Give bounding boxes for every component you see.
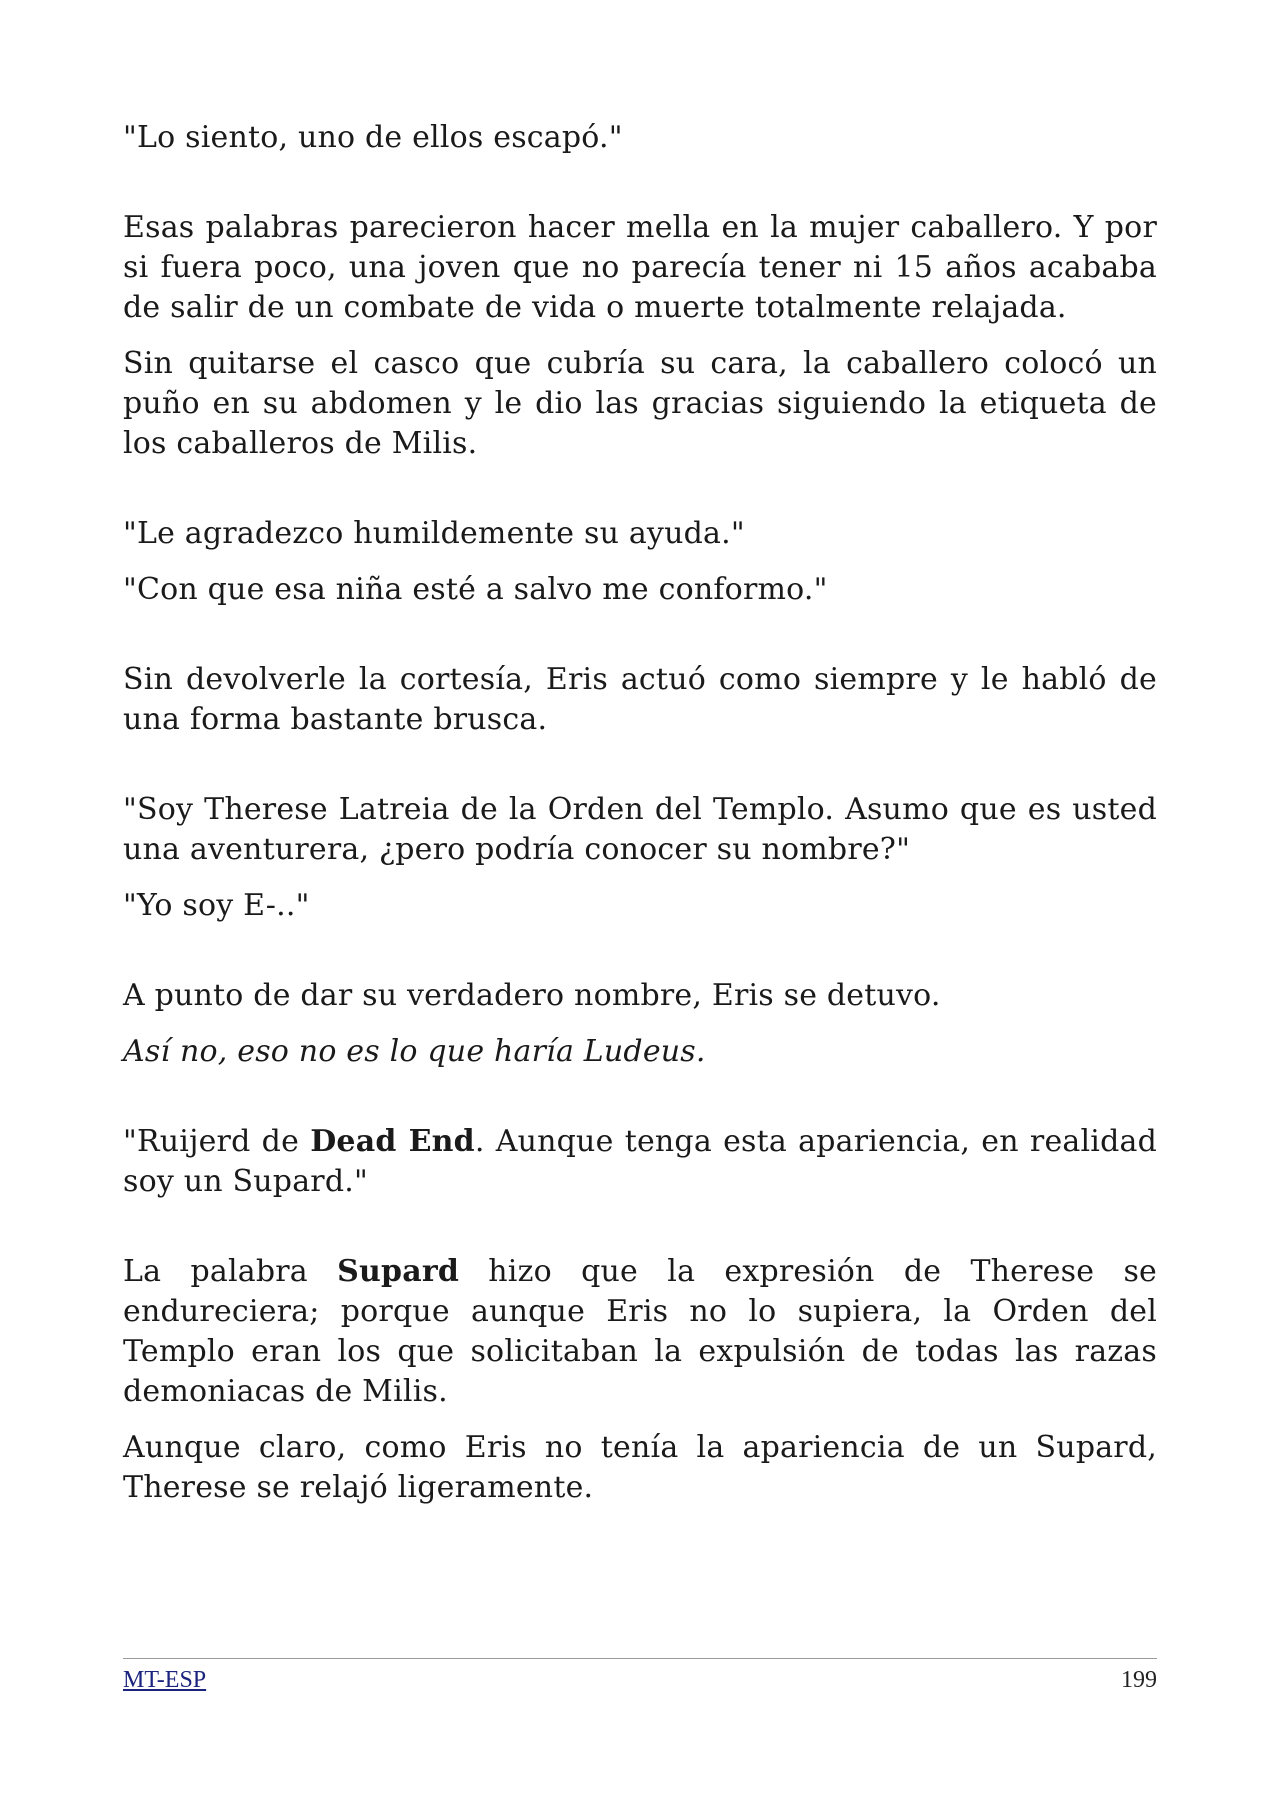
paragraph: Esas palabras parecieron hacer mella en la mujer caballero. Y por si fuera poco, una joven que no parecía tener ni 15 años acababa de salir de un combate de vida o muerte totalmente relajada.	[123, 210, 1157, 325]
paragraph: "Le agradezco humildemente su ayuda."	[123, 516, 745, 551]
paragraph: Sin devolverle la cortesía, Eris actuó como siempre y le habló de una forma bastante brusca.	[123, 662, 1157, 737]
paragraph-text: hizo que la expresión de Therese se endureciera; porque aunque Eris no lo supiera, la Orden del Templo eran los que solicitaban la expulsión de todas las razas demoniacas de Milis.	[123, 1254, 1157, 1409]
page-footer	[123, 1658, 1157, 1694]
page-number: 199	[1121, 1667, 1157, 1693]
footer-link[interactable]: MT-ESP	[123, 1667, 207, 1693]
paragraph	[123, 1122, 1157, 1202]
paragraph: Aunque claro, como Eris no tenía la apariencia de un Supard, Therese se relajó ligeramente.	[123, 1430, 1157, 1505]
paragraph: "Yo soy E-.."	[123, 888, 310, 923]
paragraph: A punto de dar su verdadero nombre, Eris se detuvo.	[123, 978, 941, 1013]
paragraph: "Lo siento, uno de ellos escapó."	[123, 120, 623, 155]
footer-divider	[123, 1658, 1157, 1659]
bold-term: Dead End	[310, 1124, 475, 1159]
bold-term: Supard	[337, 1254, 460, 1289]
paragraph	[123, 1252, 1157, 1412]
paragraph-text: "Ruijerd de	[123, 1124, 311, 1159]
page-body	[123, 118, 1157, 1508]
paragraph-text: La palabra	[123, 1254, 338, 1289]
paragraph: Sin quitarse el casco que cubría su cara, la caballero colocó un puño en su abdomen y le dio las gracias siguiendo la etiqueta de los caballeros de Milis.	[123, 346, 1157, 461]
paragraph: "Soy Therese Latreia de la Orden del Templo. Asumo que es usted una aventurera, ¿pero podría conocer su nombre?"	[123, 792, 1157, 867]
paragraph-text: . Aunque tenga esta apariencia, en realidad soy un Supard."	[123, 1124, 1157, 1199]
italic-thought: Así no, eso no es lo que haría Ludeus.	[123, 1034, 706, 1069]
paragraph: "Con que esa niña esté a salvo me conformo."	[123, 572, 828, 607]
